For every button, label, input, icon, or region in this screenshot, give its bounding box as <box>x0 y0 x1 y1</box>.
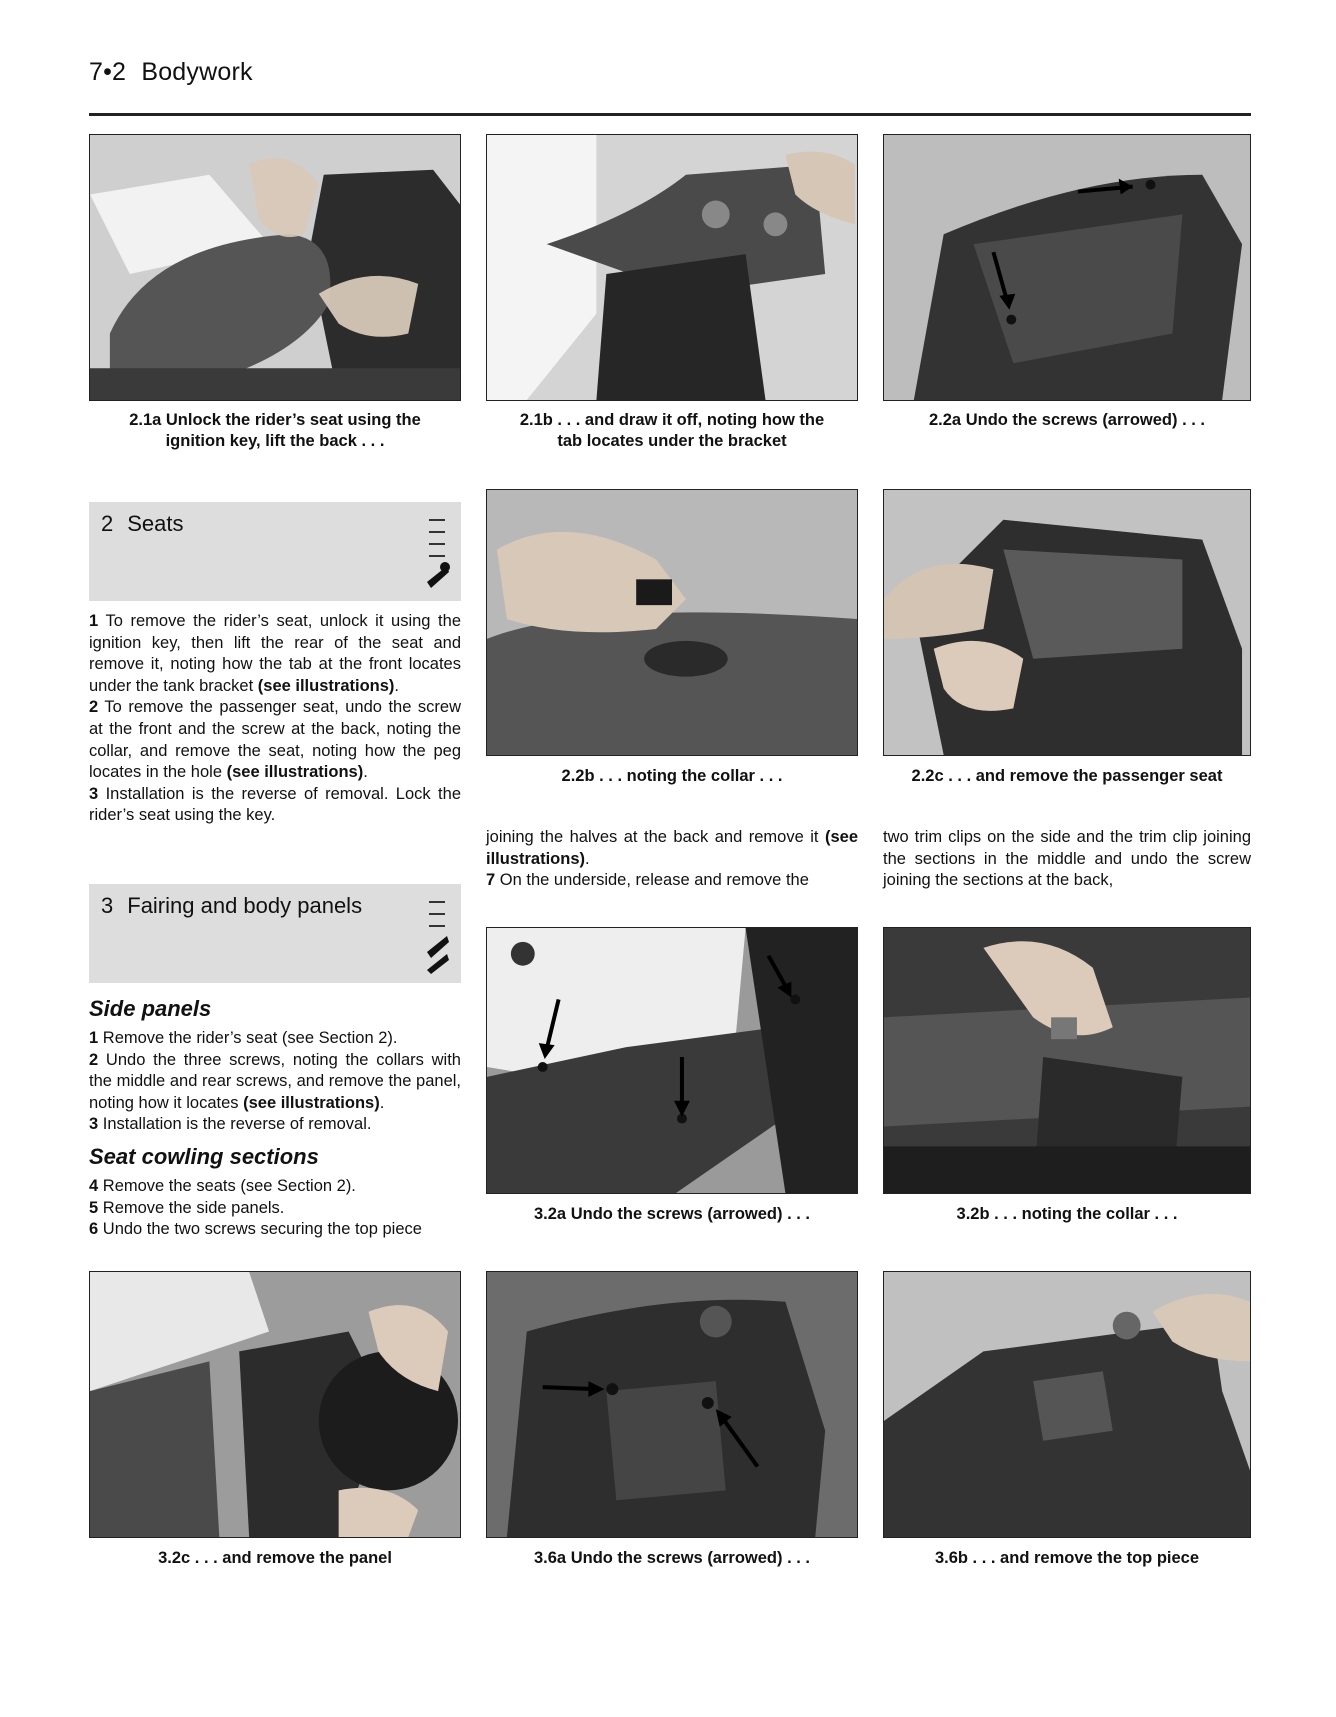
section-number: 2 <box>101 511 114 536</box>
section-title <box>101 511 184 537</box>
caption-3-6b <box>883 1548 1251 1569</box>
photo-3-2c <box>89 1271 461 1538</box>
para-number: 2 <box>89 1050 99 1069</box>
chapter-title: Bodywork <box>141 58 253 86</box>
para-text: Undo the three screws, noting the collars with the middle and rear screws, and remove the panel, noting how it locates <box>89 1050 461 1112</box>
para-text: Undo the two screws securing the top piece <box>98 1220 422 1239</box>
caption-line: 3.2a Undo the screws (arrowed) . . . <box>534 1205 810 1223</box>
photo-2-2c <box>883 489 1251 756</box>
section-title <box>101 893 362 919</box>
caption-3-2a <box>486 1204 858 1225</box>
para-text: To remove the passenger seat, undo the screw at the front and the screw at the back, noting the collar, and remove the seat, noting how the peg locates in the hole <box>89 698 461 782</box>
caption-line: 2.2b . . . noting the collar . . . <box>561 767 783 785</box>
caption-line: 2.2a Undo the screws (arrowed) . . . <box>929 411 1205 429</box>
photo-3-2b <box>883 927 1251 1194</box>
para-text: Remove the side panels. <box>98 1198 285 1217</box>
paragraph <box>89 1176 461 1198</box>
caption-2-2c <box>883 766 1251 787</box>
paragraph <box>89 784 461 827</box>
paragraph <box>89 1114 461 1136</box>
illustration-ref: (see illustrations) <box>226 763 364 782</box>
caption-line: 3.6a Undo the screws (arrowed) . . . <box>534 1549 810 1567</box>
caption-3-6a <box>486 1548 858 1569</box>
illustration-ref: (see illustrations) <box>257 676 395 695</box>
side-panels-text <box>89 1028 461 1136</box>
seat-cowling-text <box>89 1176 461 1241</box>
caption-line: ignition key, lift the back . . . <box>165 432 385 450</box>
subheading-seat-cowling: Seat cowling sections <box>89 1144 319 1169</box>
para-text: joining the halves at the back and remove it <box>486 828 825 846</box>
section-title-text: Seats <box>127 511 184 536</box>
photo-3-6a <box>486 1271 858 1538</box>
para-number: 1 <box>89 612 99 630</box>
caption-2-1a <box>89 410 461 452</box>
paragraph <box>486 870 858 892</box>
page-number: 7•2 <box>89 58 127 86</box>
caption-line: 3.6b . . . and remove the top piece <box>934 1549 1200 1567</box>
paragraph: joining the halves at the back and remove it (see illustrations). <box>486 828 858 868</box>
caption-line: 3.2c . . . and remove the panel <box>158 1549 392 1567</box>
illustration-ref: (see illustrations) <box>243 1093 380 1112</box>
caption-2-1b <box>486 410 858 452</box>
para-number: 7 <box>486 871 496 890</box>
photo-2-2a <box>883 134 1251 401</box>
difficulty-wrench-icon <box>423 894 453 974</box>
para-number: 4 <box>89 1177 99 1195</box>
section-2-text <box>89 611 461 827</box>
caption-3-2b <box>883 1204 1251 1225</box>
para-text: Installation is the reverse of removal. Lock the rider’s seat using the key. <box>89 784 461 825</box>
photo-3-2a <box>486 927 858 1194</box>
section-2-heading <box>89 502 461 601</box>
paragraph: 2 Undo the three screws, noting the collars with the middle and rear screws, and remove the panel, noting how it locates (see illustrations). <box>89 1050 461 1112</box>
header-rule <box>89 113 1251 116</box>
para-number: 2 <box>89 698 99 717</box>
para-number: 3 <box>89 1115 99 1134</box>
caption-2-2b <box>486 766 858 787</box>
caption-line: 2.1a Unlock the rider’s seat using the <box>129 411 421 429</box>
caption-3-2c <box>89 1548 461 1569</box>
section-number: 3 <box>101 893 114 918</box>
paragraph: two trim clips on the side and the trim clip joining the sections in the middle and undo the screw joining the sections at the back, <box>883 828 1251 890</box>
page-header <box>89 58 253 87</box>
difficulty-wrench-icon <box>423 512 453 592</box>
column-3-text <box>883 827 1251 892</box>
para-number: 1 <box>89 1029 99 1047</box>
caption-2-2a <box>883 410 1251 431</box>
paragraph <box>89 1198 461 1220</box>
section-3-heading <box>89 884 461 983</box>
caption-line: 3.2b . . . noting the collar . . . <box>956 1205 1178 1223</box>
para-text: To remove the rider’s seat, unlock it using the ignition key, then lift the rear of the seat and remove it, noting how the tab at the front locates under the tank bracket <box>89 612 461 695</box>
photo-3-6b <box>883 1271 1251 1538</box>
subheading-side-panels: Side panels <box>89 996 212 1021</box>
column-2-text <box>486 827 858 892</box>
para-text: Remove the seats (see Section 2). <box>98 1177 356 1195</box>
para-number: 3 <box>89 784 99 803</box>
caption-line: tab locates under the bracket <box>557 432 787 450</box>
para-text: Remove the rider’s seat (see Section 2). <box>98 1029 398 1047</box>
photo-2-1a <box>89 134 461 401</box>
para-text: Installation is the reverse of removal. <box>98 1115 372 1134</box>
paragraph <box>89 1219 461 1241</box>
illustration-ref: (see illustrations) <box>486 828 858 868</box>
para-text: On the underside, release and remove the <box>495 871 809 890</box>
photo-2-1b <box>486 134 858 401</box>
paragraph: 1 To remove the rider’s seat, unlock it using the ignition key, then lift the rear of the seat and remove it, noting how the tab at the front locates under the tank bracket (see illustrations). <box>89 612 461 695</box>
caption-line: 2.1b . . . and draw it off, noting how the <box>519 411 825 429</box>
para-number: 6 <box>89 1220 99 1239</box>
paragraph <box>89 1028 461 1050</box>
photo-2-2b <box>486 489 858 756</box>
paragraph: 2 To remove the passenger seat, undo the screw at the front and the screw at the back, noting the collar, and remove the seat, noting how the peg locates in the hole (see illustrations). <box>89 698 461 782</box>
para-number: 5 <box>89 1198 99 1217</box>
section-title-text: Fairing and body panels <box>127 893 363 918</box>
caption-line: 2.2c . . . and remove the passenger seat <box>911 767 1223 785</box>
